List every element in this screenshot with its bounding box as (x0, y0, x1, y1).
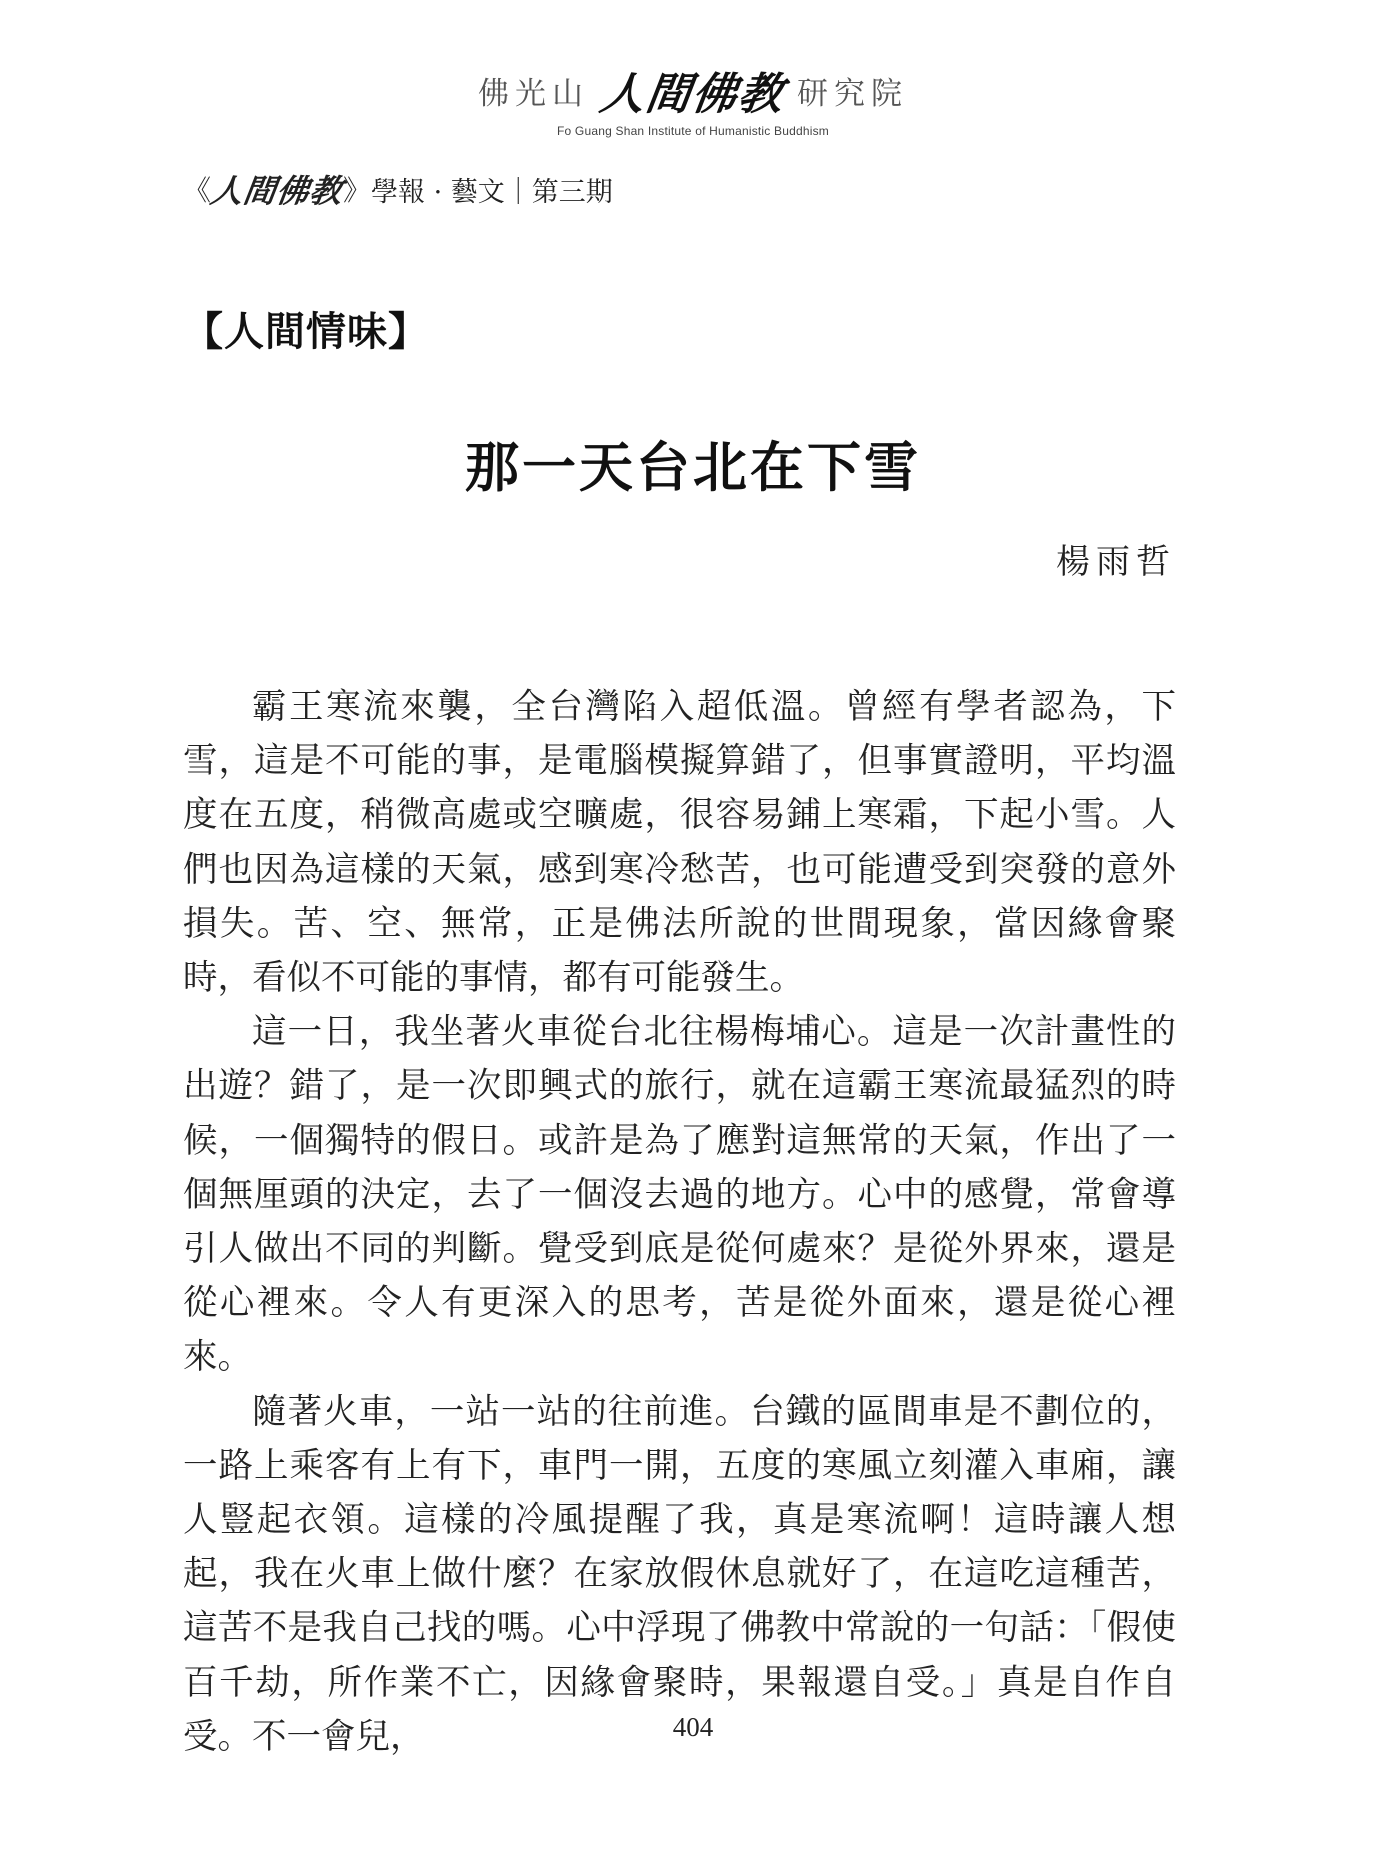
masthead-right-text: 研究院 (797, 75, 908, 112)
journal-open-bracket: 《 (183, 174, 212, 207)
section-tag: 【人間情味】 (183, 309, 429, 355)
journal-issue-text: 學報 · 藝文｜第三期 (371, 176, 613, 208)
masthead-subtitle: Fo Guang Shan Institute of Humanistic Buddhism (556, 124, 829, 138)
article-body (183, 680, 1176, 1764)
masthead-left-text: 佛光山 (478, 75, 589, 112)
masthead-line (0, 58, 1386, 122)
page-number: 404 (672, 1712, 714, 1742)
journal-close-bracket: 》 (343, 174, 372, 207)
masthead-logo: 人間佛教 (596, 69, 788, 120)
journal-header (183, 166, 613, 212)
journal-logo: 人間佛教 (208, 172, 346, 210)
body-paragraph: 霸王寒流來襲，全台灣陷入超低溫。曾經有學者認為，下雪，這是不可能的事，是電腦模擬算錯了，但事實證明，平均溫度在五度，稍微高處或空曠處，很容易鋪上寒霜，下起小雪。人們也因為這樣的天氣，感到寒冷愁苦，也可能遭受到突發的意外損失。苦、空、無常，正是佛法所說的世間現象，當因緣會聚時，看似不可能的事情，都有可能發生。 (183, 687, 1176, 999)
masthead (0, 58, 1386, 138)
author-name: 楊雨哲 (1056, 542, 1176, 582)
body-paragraph: 這一日，我坐著火車從台北往楊梅埔心。這是一次計畫性的出遊？錯了，是一次即興式的旅行，就在這霸王寒流最猛烈的時候，一個獨特的假日。或許是為了應對這無常的天氣，作出了一個無厘頭的決定，去了一個沒去過的地方。心中的感覺，常會導引人做出不同的判斷。覺受到底是從何處來？是從外界來，還是從心裡來。令人有更深入的思考，苦是從外面來，還是從心裡來。 (183, 1012, 1176, 1378)
article-title: 那一天台北在下雪 (465, 436, 921, 499)
body-paragraph: 隨著火車，一站一站的往前進。台鐵的區間車是不劃位的，一路上乘客有上有下，車門一開，五度的寒風立刻灌入車廂，讓人豎起衣領。這樣的冷風提醒了我，真是寒流啊！這時讓人想起，我在火車上做什麼？在家放假休息就好了，在這吃這種苦，這苦不是我自己找的嗎。心中浮現了佛教中常說的一句話：「假使百千劫，所作業不亡，因緣會聚時，果報還自受。」真是自作自受。不一會兒， (183, 1391, 1176, 1757)
